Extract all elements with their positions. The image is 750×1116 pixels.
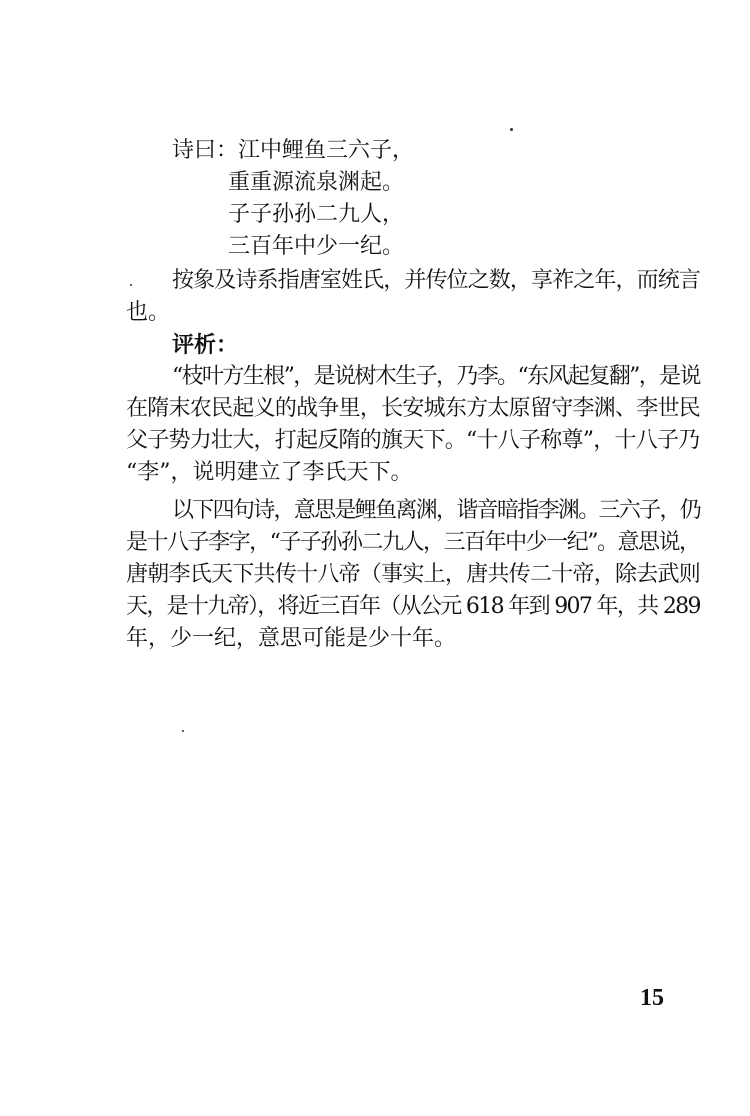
poem-line-3: 子子孙孙二九人， (228, 202, 405, 227)
scan-speck (182, 730, 184, 732)
page-number: 15 (640, 985, 664, 1011)
poem-line-2: 重重源流泉渊起。 (228, 170, 405, 195)
poem-line-1: 诗曰：江中鲤鱼三六子， (172, 138, 415, 163)
analysis-paragraph1-line-4: “李”，说明建立了李氏天下。 (126, 460, 413, 485)
analysis-paragraph1-line-3: 父子势力壮大，打起反隋的旗天下。“十八子称尊”，十八子乃 (126, 428, 700, 453)
poem-line-4: 三百年中少一纪。 (228, 234, 405, 259)
analysis-paragraph2-line-2: 是十八子李字，“子子孙孙二九人，三百年中少一纪”。意思说， (126, 530, 700, 555)
analysis-paragraph2-line-3: 唐朝李氏天下共传十八帝（事实上，唐共传二十帝，除去武则 (126, 562, 701, 587)
analysis-paragraph2-line-4: 天，是十九帝），将近三百年（从公元 618 年到 907 年，共 289 (126, 594, 700, 619)
analysis-paragraph2-line-5: 年，少一纪，意思可能是少十年。 (126, 626, 457, 651)
analysis-heading: 评析： (172, 332, 239, 358)
analysis-paragraph1-line-1: “枝叶方生根”，是说树木生子，乃李。“东风起复翻”，是说 (172, 364, 700, 389)
analysis-paragraph1-line-2: 在隋末农民起义的战争里，长安城东方太原留守李渊、李世民 (126, 396, 701, 421)
commentary-line-1: 按象及诗系指唐室姓氏，并传位之数，享祚之年，而统言 (172, 268, 701, 293)
analysis-paragraph2-line-1: 以下四句诗，意思是鲤鱼离渊，谐音暗指李渊。三六子，仍 (172, 498, 701, 523)
commentary-line-2: 也。 (126, 300, 171, 325)
scan-speck (510, 128, 513, 131)
scan-speck (130, 284, 132, 286)
